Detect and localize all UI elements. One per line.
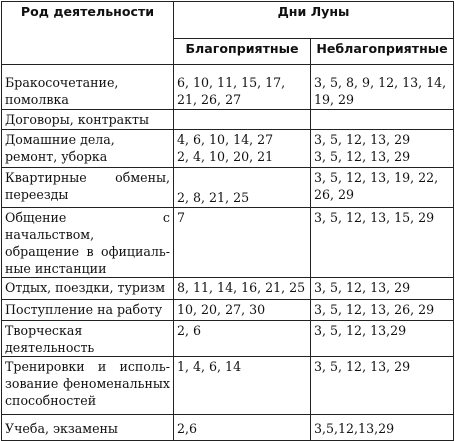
favorable-days: 2,6 bbox=[174, 415, 311, 441]
activity-label: Творческая деятельность bbox=[2, 321, 174, 357]
favorable-days bbox=[174, 110, 311, 130]
unfavorable-days-line: 3, 5, 12, 13, 29 bbox=[314, 132, 411, 147]
unfavorable-days: 3, 5, 12, 13,29 bbox=[311, 321, 454, 357]
activity-label: Учеба, экзамены bbox=[2, 415, 174, 441]
table-row bbox=[2, 130, 454, 168]
table-row bbox=[2, 300, 454, 321]
header-moon-days: Дни Луны bbox=[174, 2, 454, 39]
unfavorable-days: 3, 5, 12, 13, 29 bbox=[311, 357, 454, 415]
favorable-days: 10, 20, 27, 30 bbox=[174, 300, 311, 321]
favorable-days: 6, 10, 11, 15, 17, 21, 26, 27 bbox=[174, 65, 311, 110]
unfavorable-days: 3,5,12,13,29 bbox=[311, 415, 454, 441]
favorable-days: 8, 11, 14, 16, 21, 25 bbox=[174, 278, 311, 300]
unfavorable-days: 3, 5, 8, 9, 12, 13, 14, 19, 29 bbox=[311, 65, 454, 110]
activity-label: Поступление на работу bbox=[2, 300, 174, 321]
table-row bbox=[2, 321, 454, 357]
unfavorable-days: 3, 5, 12, 13, 19, 22, 26, 29 bbox=[311, 168, 454, 208]
activity-label: Тренировки и использование феноменальных способностей bbox=[2, 357, 174, 415]
favorable-days: 2, 8, 21, 25 bbox=[174, 168, 311, 208]
header-favorable: Благоприятные bbox=[174, 39, 311, 65]
table-row bbox=[2, 415, 454, 441]
lunar-days-table bbox=[1, 1, 454, 441]
table-row bbox=[2, 65, 454, 110]
favorable-days bbox=[174, 130, 311, 168]
activity-label: Бракосочетание, помолвка bbox=[2, 65, 174, 110]
favorable-days: 1, 4, 6, 14 bbox=[174, 357, 311, 415]
unfavorable-days: 3, 5, 12, 13, 26, 29 bbox=[311, 300, 454, 321]
unfavorable-days bbox=[311, 130, 454, 168]
table-row bbox=[2, 110, 454, 130]
unfavorable-days: 3, 5, 12, 13, 29 bbox=[311, 278, 454, 300]
table-row bbox=[2, 278, 454, 300]
table-row bbox=[2, 357, 454, 415]
table-row bbox=[2, 208, 454, 278]
favorable-days: 2, 6 bbox=[174, 321, 311, 357]
header-activity: Род деятельности bbox=[2, 2, 174, 65]
unfavorable-days bbox=[311, 110, 454, 130]
table-row bbox=[2, 168, 454, 208]
favorable-days: 7 bbox=[174, 208, 311, 278]
activity-label: Договоры, контракты bbox=[2, 110, 174, 130]
activity-label: Отдых, поездки, туризм bbox=[2, 278, 174, 300]
unfavorable-days: 3, 5, 12, 13, 15, 29 bbox=[311, 208, 454, 278]
activity-label: Квартирные обмены, переезды bbox=[2, 168, 174, 208]
header-unfavorable: Неблагоприятные bbox=[311, 39, 454, 65]
activity-label: Общение с начальством, обращение в официальные инстанции bbox=[2, 208, 174, 278]
unfavorable-days-line: 3, 5, 12, 13, 29 bbox=[314, 149, 411, 164]
favorable-days-line: 4, 6, 10, 14, 27 bbox=[177, 132, 274, 147]
activity-label: Домашние дела, ремонт, уборка bbox=[2, 130, 174, 168]
favorable-days-line: 2, 4, 10, 20, 21 bbox=[177, 149, 274, 164]
